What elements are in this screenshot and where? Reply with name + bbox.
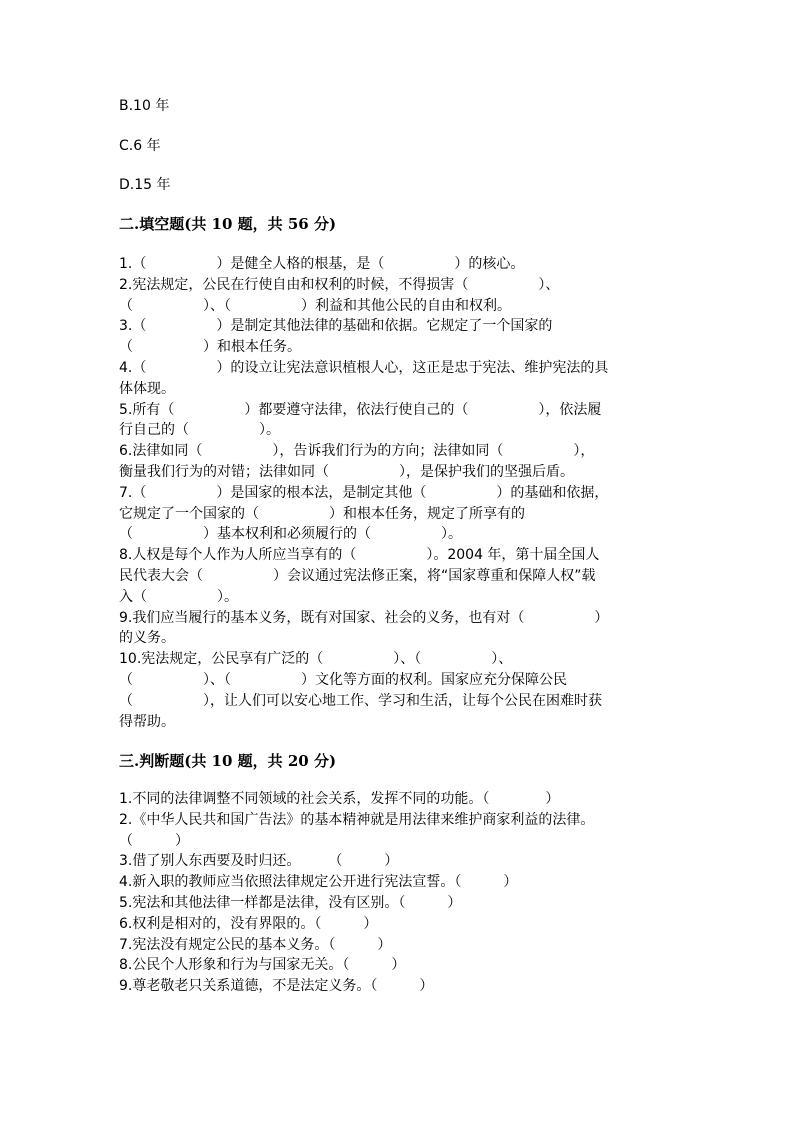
question-line: 它规定了一个国家的（ ）和根本任务，规定了所享有的 (119, 505, 525, 522)
question-line: 体体现。 (119, 380, 175, 397)
question-line: 8.公民个人形象和行为与国家无关。（ ） (119, 957, 406, 974)
question-line: 10.宪法规定，公民享有广泛的（ ）、（ ）、 (119, 651, 513, 668)
question-line: 2.宪法规定，公民在行使自由和权利的时候，不得损害（ ）、 (119, 276, 560, 293)
option-b: B.10 年 (119, 98, 170, 114)
question-line: 入（ ）。 (119, 588, 238, 605)
option-c: C.6 年 (119, 138, 161, 154)
question-line: 1.（ ）是健全人格的根基，是（ ）的核心。 (119, 256, 525, 272)
question-line: 行自己的（ ）。 (119, 422, 280, 439)
question-line: 民代表大会（ ）会议通过宪法修正案，将“国家尊重和保障人权”载 (119, 567, 596, 584)
question-line: 7.（ ）是国家的根本法，是制定其他（ ）的基础和依据， (119, 484, 609, 501)
question-line: 6.权利是相对的，没有界限的。（ ） (119, 915, 378, 932)
option-d: D.15 年 (119, 177, 171, 193)
question-line: 5.所有（ ）都要遵守法律，依法行使自己的（ ），依法履 (119, 401, 602, 418)
question-line: 6.法律如同（ ），告诉我们行为的方向；法律如同（ ）， (119, 443, 595, 460)
question-line: 1.不同的法律调整不同领域的社会关系，发挥不同的功能。（ ） (119, 791, 560, 807)
question-line: 7.宪法没有规定公民的基本义务。（ ） (119, 936, 392, 953)
question-line: 9.我们应当履行的基本义务，既有对国家、社会的义务，也有对（ ） (119, 609, 609, 626)
question-line: （ ）、（ ）利益和其他公民的自由和权利。 (119, 297, 511, 314)
fill-questions (119, 254, 679, 732)
question-line: 3.借了别人东西要及时归还。 （ ） (119, 853, 399, 870)
question-line: （ ）、（ ）文化等方面的权利。国家应充分保障公民 (119, 671, 567, 688)
question-line: （ ） (119, 832, 189, 849)
question-line: （ ），让人们可以安心地工作、学习和生活，让每个公民在困难时获 (119, 692, 602, 709)
question-line: 衡量我们行为的对错；法律如同（ ），是保护我们的坚强后盾。 (119, 463, 574, 480)
judge-questions (119, 789, 679, 997)
question-line: 8.人权是每个人作为人所应当享有的（ ）。2004 年，第十届全国人 (119, 547, 600, 564)
judge-section-title: 三.判断题(共 10 题，共 20 分) (119, 752, 337, 770)
question-line: 4.（ ）的设立让宪法意识植根人心，这正是忠于宪法、维护宪法的具 (119, 359, 609, 376)
question-line: 5.宪法和其他法律一样都是法律，没有区别。（ ） (119, 894, 462, 911)
question-line: （ ）和根本任务。 (119, 339, 301, 356)
question-line: （ ）基本权利和必须履行的（ ）。 (119, 526, 462, 543)
question-line: 3.（ ）是制定其他法律的基础和依据。它规定了一个国家的 (119, 318, 553, 335)
question-line: 的义务。 (119, 630, 175, 647)
question-line: 4.新入职的教师应当依照法律规定公开进行宪法宣誓。（ ） (119, 874, 518, 891)
question-line: 9.尊老敬老只关系道德，不是法定义务。（ ） (119, 978, 434, 995)
fill-section-title: 二.填空题(共 10 题，共 56 分) (119, 215, 337, 233)
question-line: 2.《中华人民共和国广告法》的基本精神就是用法律来维护商家利益的法律。 (119, 811, 595, 828)
question-line: 得帮助。 (119, 713, 175, 730)
